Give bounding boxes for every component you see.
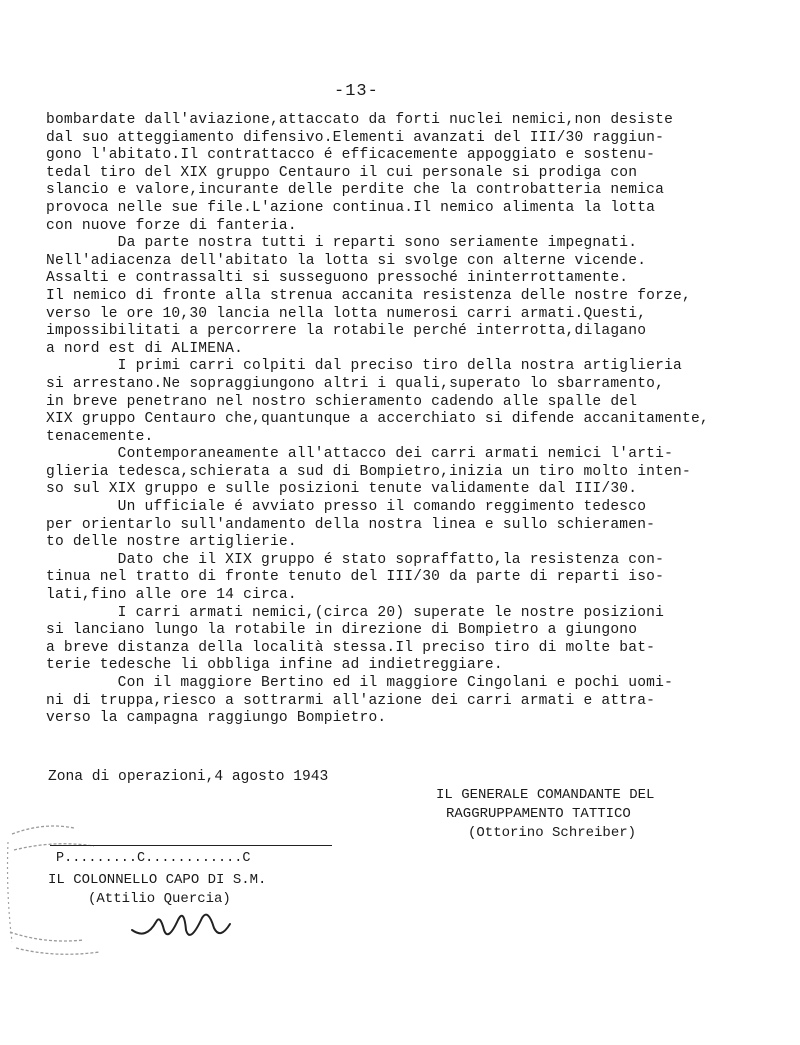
body-line: Il nemico di fronte alla strenua accanita resistenza delle nostre forze,	[46, 287, 691, 304]
body-line: con nuove forze di fanteria.	[46, 217, 297, 234]
body-line: terie tedesche li obbliga infine ad indietreggiare.	[46, 657, 503, 674]
signature-rule	[50, 845, 332, 846]
body-line: I carri armati nemici,(circa 20) superate le nostre posizioni	[46, 604, 665, 621]
page-number: -13-	[334, 82, 379, 101]
body-line: a nord est di ALIMENA.	[46, 340, 244, 357]
body-line: a breve distanza della località stessa.Il preciso tiro di molte bat-	[46, 639, 656, 656]
signature-title-line: IL GENERALE COMANDANTE DEL	[436, 787, 655, 803]
body-line: Nell'adiacenza dell'abitato la lotta si svolge con alterne vicende.	[46, 252, 647, 269]
body-line: to delle nostre artiglierie.	[46, 534, 297, 551]
pc-reference-line: P.........C............C	[56, 851, 251, 866]
body-line: dal suo atteggiamento difensivo.Elementi avanzati del III/30 raggiun-	[46, 129, 665, 146]
chief-name-line: (Attilio Quercia)	[88, 891, 231, 907]
body-line: tenacemente.	[46, 428, 154, 445]
body-line: lati,fino alle ore 14 circa.	[46, 587, 297, 604]
body-line: bombardate dall'aviazione,attaccato da forti nuclei nemici,non desiste	[46, 112, 674, 128]
body-line: Con il maggiore Bertino ed il maggiore Cingolani e pochi uomi-	[46, 675, 674, 691]
body-line: provoca nelle sue file.L'azione continua.Il nemico alimenta la lotta	[46, 199, 656, 216]
body-line: glieria tedesca,schierata a sud di Bompietro,inizia un tiro molto inten-	[46, 463, 691, 480]
place-date: Zona di operazioni,4 agosto 1943	[48, 769, 329, 785]
body-line: I primi carri colpiti dal preciso tiro della nostra artiglieria	[46, 358, 682, 375]
body-line: slancio e valore,incurante delle perdite che la controbatteria nemica	[46, 182, 665, 199]
body-line: Assalti e contrassalti si susseguono pressoché ininterrottamente.	[46, 270, 629, 287]
body-line: verso le ore 10,30 lancia nella lotta numerosi carri armati.Questi,	[46, 305, 647, 322]
body-line: gono l'abitato.Il contrattacco é efficacemente appoggiato e sostenu-	[46, 147, 656, 164]
body-line: per orientarlo sull'andamento della nostra linea e sullo schieramen-	[46, 516, 656, 533]
body-line: Un ufficiale é avviato presso il comando reggimento tedesco	[46, 499, 647, 516]
body-line: impossibilitati a percorrere la rotabile perché interrotta,dilagano	[46, 323, 647, 340]
body-text	[46, 112, 776, 728]
body-line: ni di truppa,riesco a sottrarmi all'azione dei carri armati e attra-	[46, 692, 656, 709]
signature-block	[436, 786, 654, 843]
body-line: Da parte nostra tutti i reparti sono seriamente impegnati.	[46, 235, 638, 252]
body-line: tinua nel tratto di fronte tenuto del III/30 da parte di reparti iso-	[46, 569, 665, 586]
signature-unit-line: RAGGRUPPAMENTO TATTICO	[446, 806, 631, 822]
body-line: si lanciano lungo la rotabile in direzione di Bompietro a giungono	[46, 622, 638, 639]
body-line: XIX gruppo Centauro che,quantunque a accerchiato si difende accanitamente,	[46, 411, 709, 428]
chief-title-line: IL COLONNELLO CAPO DI S.M.	[48, 872, 267, 888]
signature-name-line: (Ottorino Schreiber)	[468, 825, 637, 841]
body-line: Dato che il XIX gruppo é stato sopraffatto,la resistenza con-	[46, 551, 665, 568]
body-line: verso la campagna raggiungo Bompietro.	[46, 710, 387, 727]
body-line: si arrestano.Ne sopraggiungono altri i quali,superato lo sbarramento,	[46, 375, 665, 392]
body-line: Contemporaneamente all'attacco dei carri armati nemici l'arti-	[46, 446, 674, 463]
body-line: so sul XIX gruppo e sulle posizioni tenute validamente dal III/30.	[46, 481, 638, 498]
body-line: in breve penetrano nel nostro schieramento cadendo alle spalle del	[46, 393, 638, 410]
body-line: tedal tiro del XIX gruppo Centauro il cui personale si prodiga con	[46, 164, 638, 181]
handwritten-signature-mark	[126, 900, 236, 950]
